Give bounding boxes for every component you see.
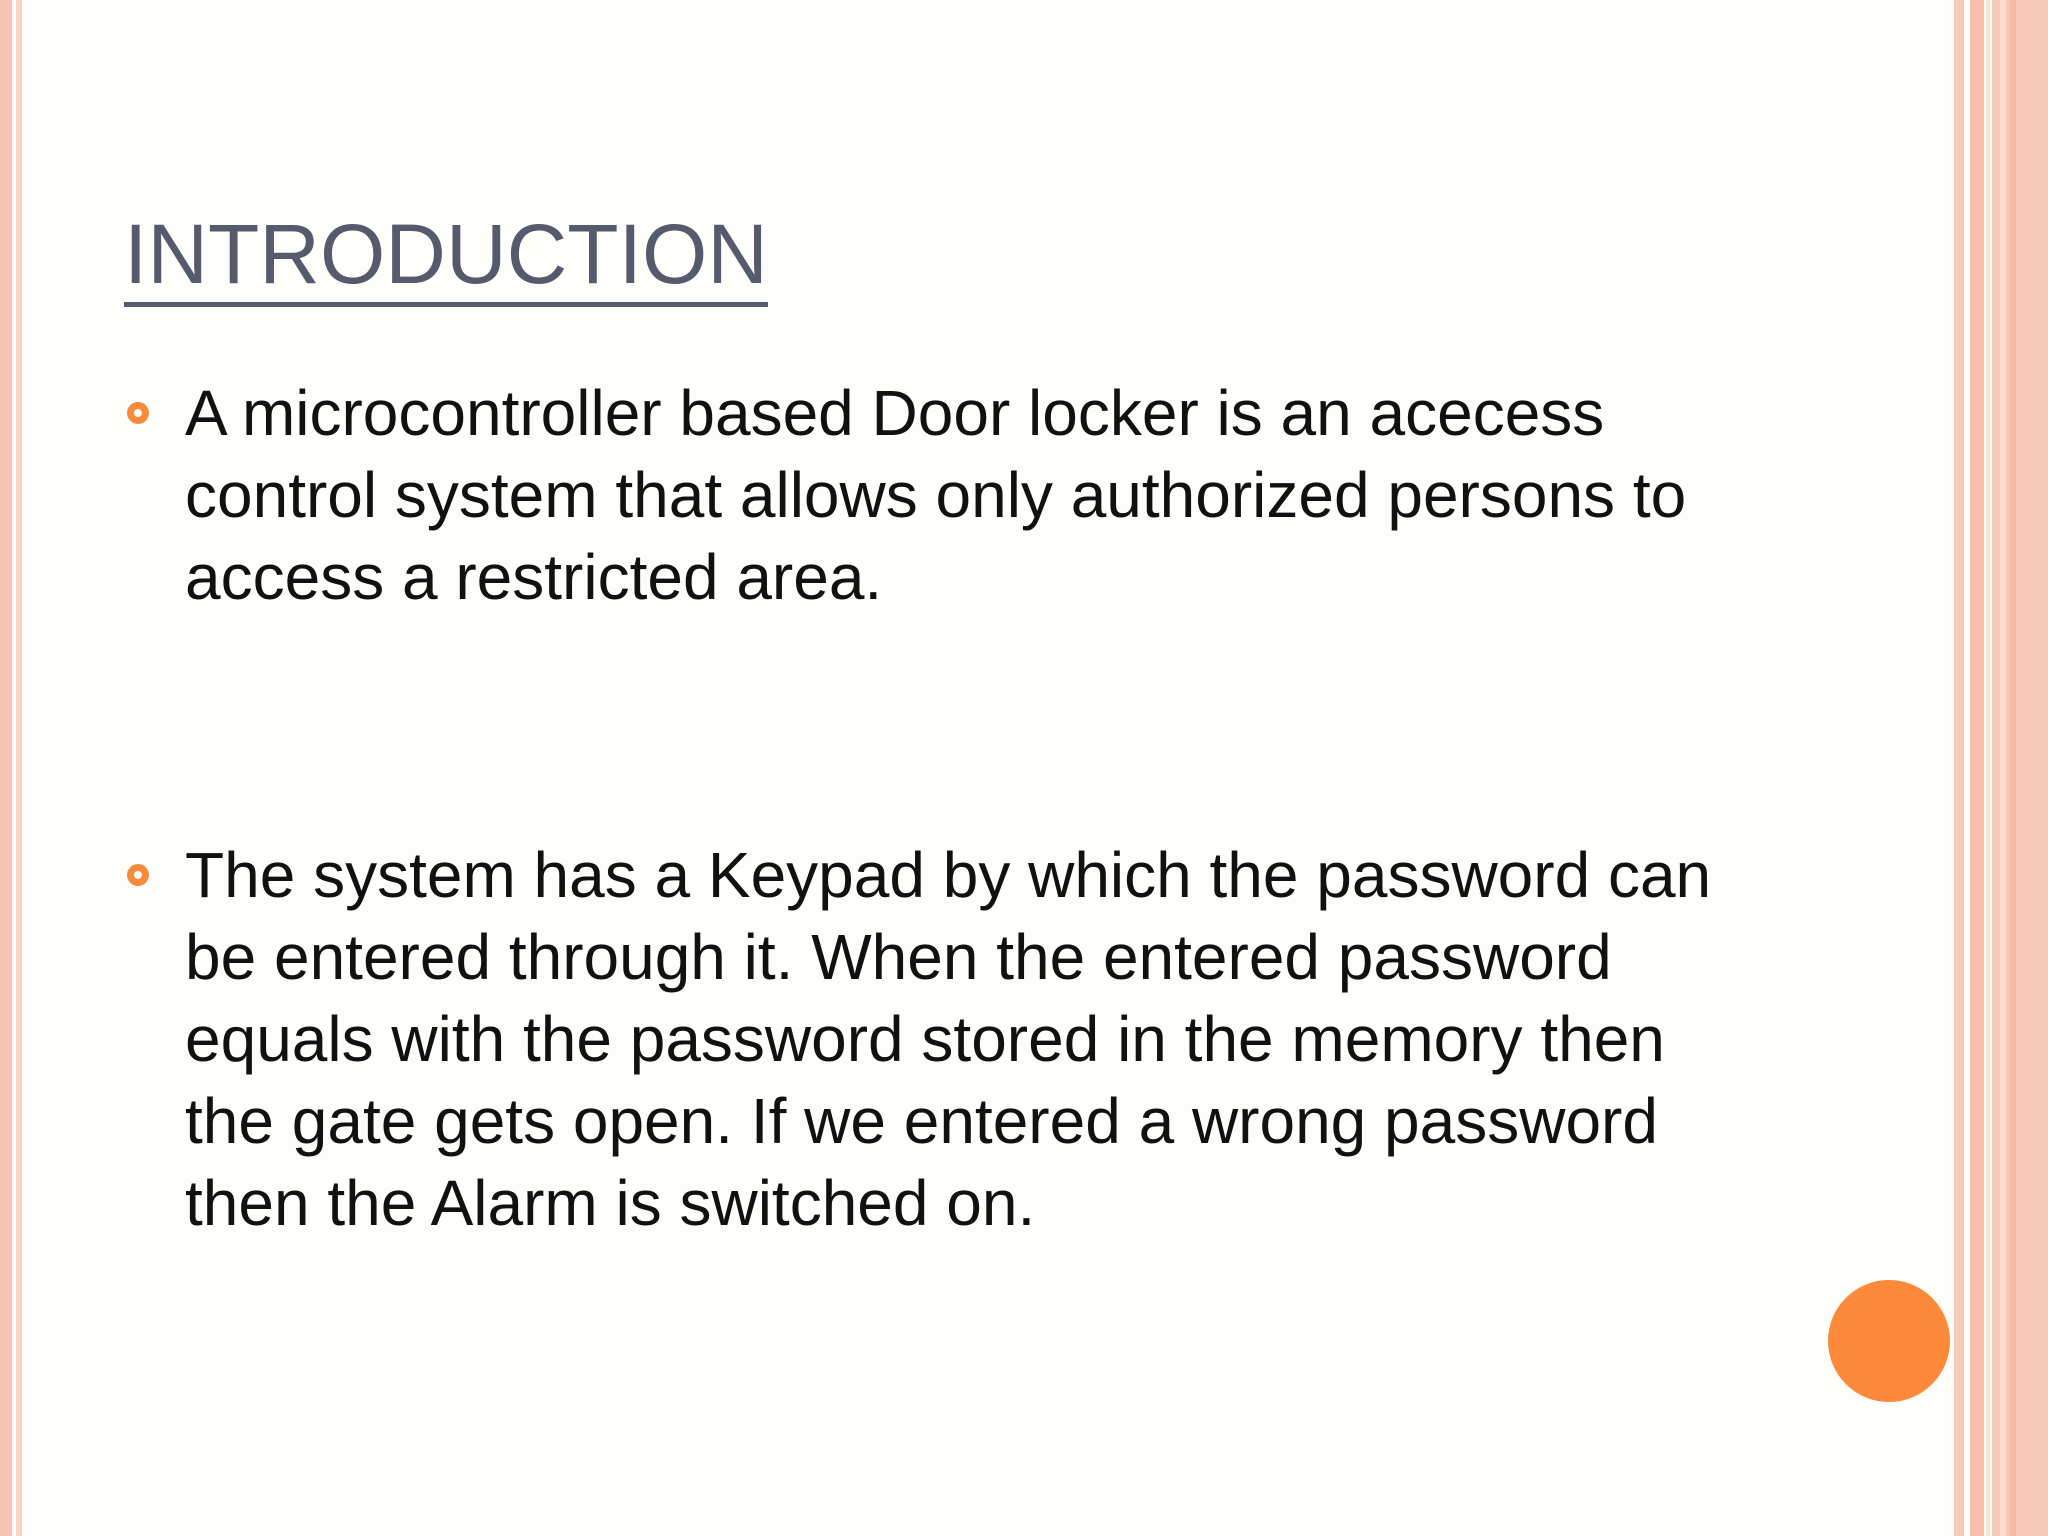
right-stripe [2000,0,2006,1536]
right-stripe [1986,0,1990,1536]
bullet-circle-icon [127,864,149,886]
slide-title: INTRODUCTION [124,212,768,307]
left-border-inner [16,0,22,1536]
decorative-orange-dot [1828,1280,1950,1402]
left-border [0,0,12,1536]
right-stripe [1954,0,1964,1536]
right-stripe [2010,0,2016,1536]
right-stripe [1970,0,1984,1536]
bullet-text: The system has a Keypad by which the password can be entered through it. When the entered password equals with the password stored in the memory then the gate gets open. If we entered a wrong password then the Alarm is switched on. [185,839,1712,1239]
bullet-circle-icon [127,402,149,424]
bullet-text: A microcontroller based Door locker is an acecess control system that allows only authorized persons to access a restricted area. [185,377,1687,613]
